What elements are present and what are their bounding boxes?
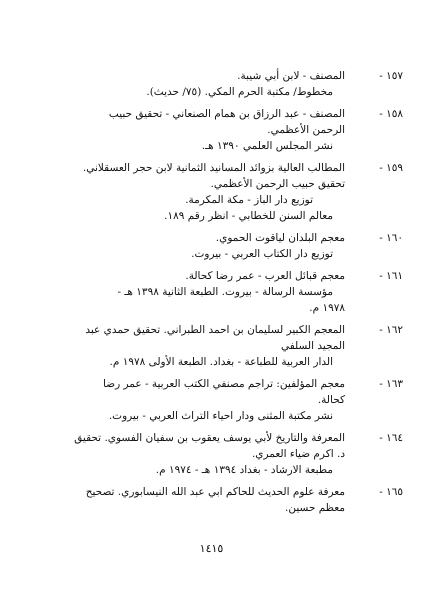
entry-line: معجم قبائل العرب - عمر رضا كحالة. [185,270,345,282]
entry-line: كحالة. [317,394,345,406]
entry-line: المجيد السلفي [280,340,345,352]
entry-line: معالم السنن للخطابي - انظر رقم ١٨٩. [164,210,333,222]
entry-number: ١٦٥ - [379,486,403,498]
entry-number: ١٦٢ - [379,324,403,336]
entry-number: ١٦٤ - [379,432,403,444]
entry-number: ١٥٩ - [379,162,403,174]
entry-line: توزيع دار الكتاب العربي - بيروت. [191,248,333,260]
entry-line: معرفة علوم الحديث للحاكم ابي عبد الله النيسابوري. تصحيح [85,486,345,498]
entry-line: المصنف - عبد الرزاق بن همام الصنعاني - تحقيق حبيب [108,108,345,120]
entry-line: تحقيق حبيب الرحمن الأعظمي. [210,178,345,190]
entry-number: ١٦٣ - [379,378,403,390]
entry-line: الدار العربية للطباعة - بغداد. الطبعة الأولى ١٩٧٨ م. [109,356,333,368]
entry-line: مطبعة الارشاد - بغداد ١٣٩٤ هـ - ١٩٧٤ م. [155,464,333,476]
entry-line: معظم حسين. [285,502,345,514]
entry-line: المطالب العالية بزوائد المسانيد الثمانية لابن حجر العسقلاني. [82,162,345,174]
entry-line: نشر المجلس العلمي ١٣٩٠ هـ. [201,140,333,152]
entry-line: توزيع دار الباز - مكة المكرمة. [185,194,313,206]
entry-number: ١٥٨ - [379,108,403,120]
entry-line: مؤسسة الرسالة - بيروت. الطبعة الثانية ١٣٩٨ هـ - [117,286,333,298]
entry-number: ١٦١ - [379,270,403,282]
entry-line: المعرفة والتاريخ لأبي يوسف يعقوب بن سفيان الفسوي. تحقيق [74,432,345,444]
entry-line: ١٩٧٨ م. [309,302,345,314]
page-number: ١٤١٥ [199,542,224,555]
entry-number: ١٦٠ - [379,232,403,244]
entry-line: معجم المؤلفين: تراجم مصنفي الكتب العربية - عمر رضا [102,378,345,390]
entry-line: نشر مكتبة المثنى ودار احياء التراث العربي - بيروت. [108,410,333,422]
entry-line: مخطوط/ مكتبة الحرم المكي. (٧٥/ حديث). [146,86,333,98]
entry-line: المعجم الكبير لسليمان بن احمد الطبراني. تحقيق حمدي عبد [85,324,345,336]
entry-line: معجم البلدان لياقوت الحموي. [215,232,345,244]
entry-number: ١٥٧ - [379,70,403,82]
entry-line: الرحمن الأعظمي. [267,124,345,136]
entry-line: د. اكرم ضياء العمري. [251,448,345,460]
entry-line: المصنف - لابن أبي شيبة. [237,70,345,82]
